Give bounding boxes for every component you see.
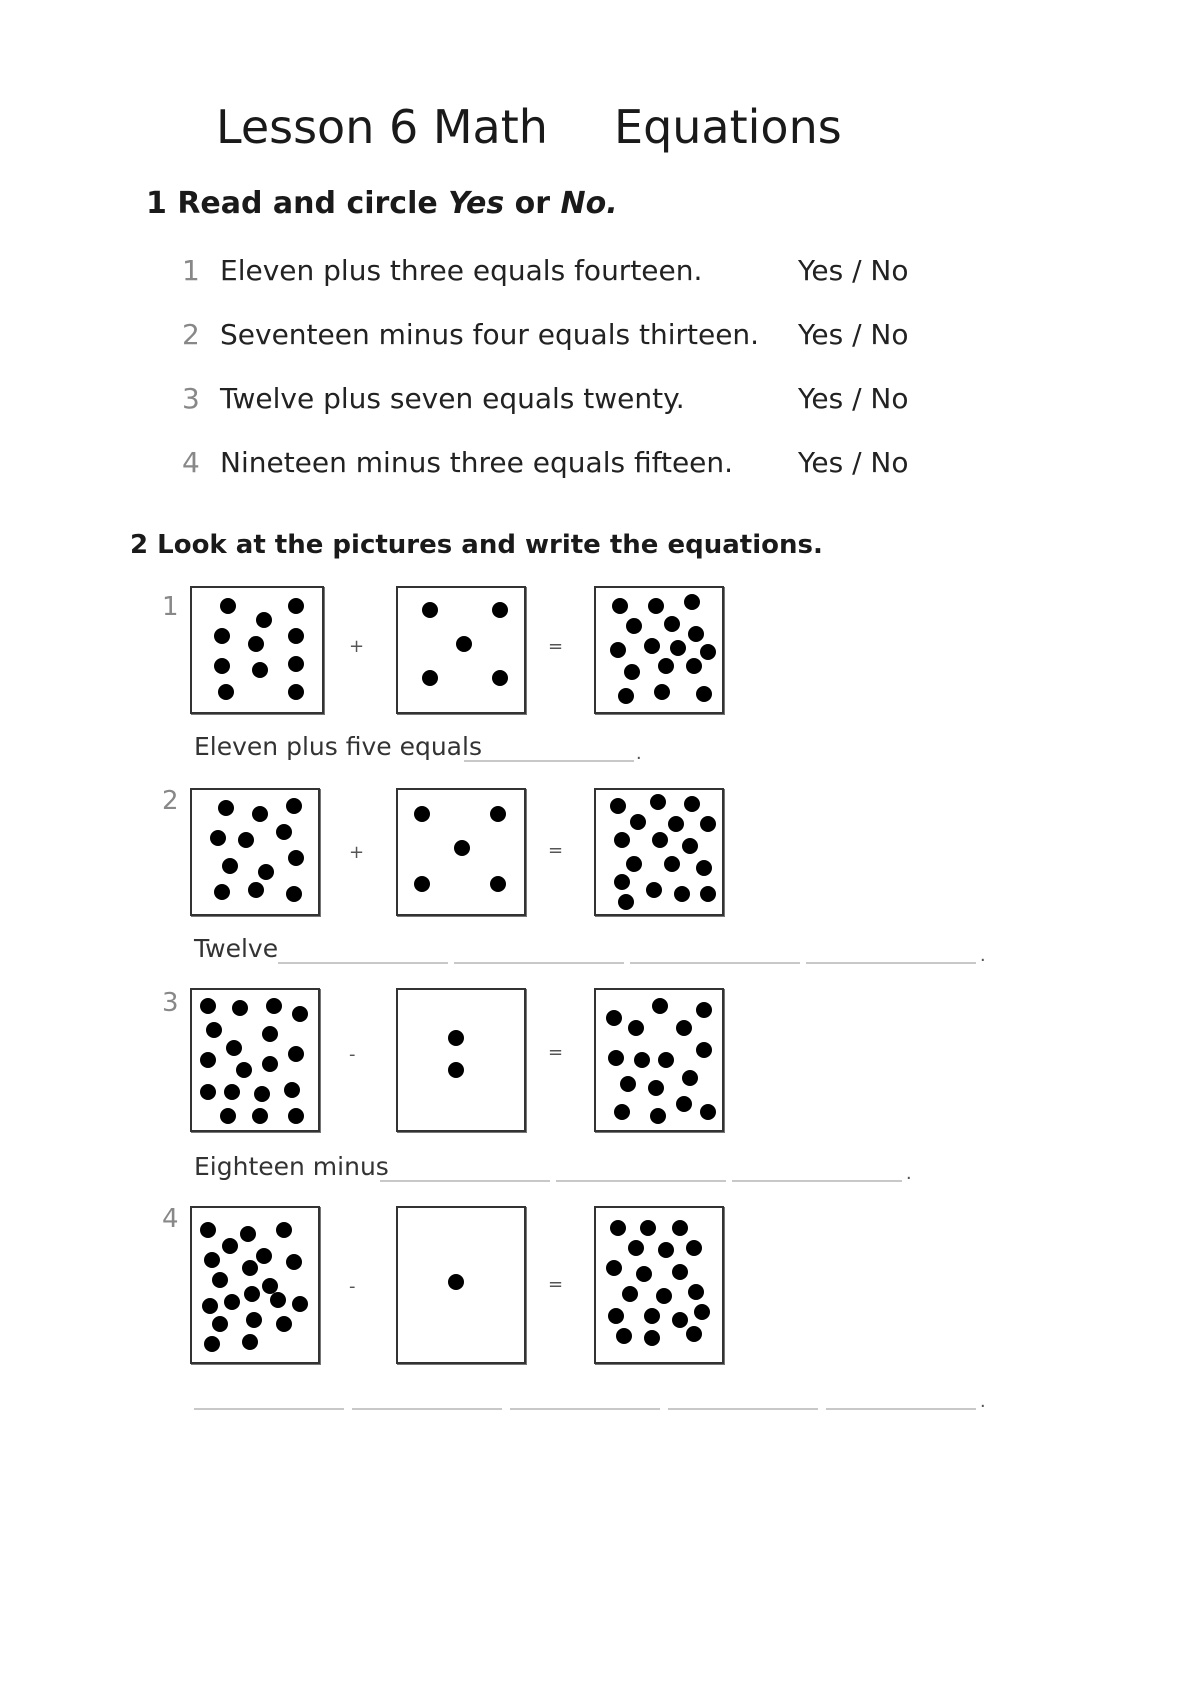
counting-dot xyxy=(286,798,302,814)
counting-dot xyxy=(634,1052,650,1068)
answer-blank[interactable] xyxy=(630,962,800,964)
counting-dot xyxy=(656,1288,672,1304)
counting-dot xyxy=(650,1108,666,1124)
question-number: 4 xyxy=(182,446,200,479)
counting-dot xyxy=(288,598,304,614)
counting-dot xyxy=(288,684,304,700)
counting-dot xyxy=(214,628,230,644)
question-number: 3 xyxy=(182,382,200,415)
counting-dot xyxy=(456,636,472,652)
answer-blank[interactable] xyxy=(464,760,634,762)
counting-dot xyxy=(628,1240,644,1256)
counting-dot xyxy=(608,1308,624,1324)
counting-dot xyxy=(636,1266,652,1282)
counting-dot xyxy=(276,824,292,840)
counting-dot xyxy=(686,1326,702,1342)
counting-dot xyxy=(200,998,216,1014)
counting-dot xyxy=(286,886,302,902)
counting-dot xyxy=(622,1286,638,1302)
counting-dot xyxy=(610,798,626,814)
dot-box-right xyxy=(396,988,526,1132)
counting-dot xyxy=(236,1062,252,1078)
period: . xyxy=(980,944,986,966)
counting-dot xyxy=(618,688,634,704)
equation-prompt: Eighteen minus xyxy=(194,1152,389,1181)
counting-dot xyxy=(222,1238,238,1254)
dot-box-right xyxy=(396,1206,526,1364)
section1-heading-yes: Yes xyxy=(448,186,505,221)
counting-dot xyxy=(664,856,680,872)
period: . xyxy=(980,1390,986,1412)
counting-dot xyxy=(422,602,438,618)
counting-dot xyxy=(640,1220,656,1236)
counting-dot xyxy=(240,1226,256,1242)
counting-dot xyxy=(624,664,640,680)
period: . xyxy=(636,742,642,764)
dot-box-right xyxy=(396,586,526,714)
counting-dot xyxy=(220,598,236,614)
counting-dot xyxy=(222,858,238,874)
counting-dot xyxy=(204,1336,220,1352)
counting-dot xyxy=(200,1052,216,1068)
counting-dot xyxy=(214,884,230,900)
counting-dot xyxy=(630,814,646,830)
counting-dot xyxy=(650,794,666,810)
equals-sign: = xyxy=(548,840,564,861)
dot-box-left xyxy=(190,788,320,916)
counting-dot xyxy=(658,1052,674,1068)
counting-dot xyxy=(686,658,702,674)
equation-prompt: Twelve xyxy=(194,934,279,963)
dot-box-result xyxy=(594,586,724,714)
counting-dot xyxy=(246,1312,262,1328)
counting-dot xyxy=(696,860,712,876)
counting-dot xyxy=(676,1020,692,1036)
counting-dot xyxy=(626,618,642,634)
counting-dot xyxy=(606,1260,622,1276)
counting-dot xyxy=(242,1334,258,1350)
question-row xyxy=(182,254,942,294)
counting-dot xyxy=(448,1062,464,1078)
counting-dot xyxy=(220,1108,236,1124)
counting-dot xyxy=(700,816,716,832)
counting-dot xyxy=(700,886,716,902)
counting-dot xyxy=(684,594,700,610)
counting-dot xyxy=(256,1248,272,1264)
counting-dot xyxy=(492,670,508,686)
section1-heading-text: 1 Read and circle xyxy=(146,186,449,221)
answer-blank[interactable] xyxy=(380,1180,550,1182)
counting-dot xyxy=(682,1070,698,1086)
counting-dot xyxy=(292,1296,308,1312)
counting-dot xyxy=(254,1086,270,1102)
counting-dot xyxy=(414,876,430,892)
counting-dot xyxy=(676,1096,692,1112)
question-text: Nineteen minus three equals fifteen. xyxy=(220,446,734,479)
counting-dot xyxy=(492,602,508,618)
counting-dot xyxy=(244,1286,260,1302)
counting-dot xyxy=(618,894,634,910)
counting-dot xyxy=(674,886,690,902)
yes-no-choice[interactable]: Yes / No xyxy=(798,446,909,479)
yes-no-choice[interactable]: Yes / No xyxy=(798,318,909,351)
counting-dot xyxy=(490,876,506,892)
dot-box-left xyxy=(190,1206,320,1364)
counting-dot xyxy=(612,598,628,614)
counting-dot xyxy=(422,670,438,686)
counting-dot xyxy=(248,882,264,898)
counting-dot xyxy=(696,1002,712,1018)
counting-dot xyxy=(682,838,698,854)
counting-dot xyxy=(252,806,268,822)
counting-dot xyxy=(614,832,630,848)
counting-dot xyxy=(648,1080,664,1096)
counting-dot xyxy=(654,684,670,700)
exercise-number: 2 xyxy=(162,786,179,816)
counting-dot xyxy=(616,1328,632,1344)
answer-blank[interactable] xyxy=(826,1408,976,1410)
counting-dot xyxy=(672,1312,688,1328)
counting-dot xyxy=(252,1108,268,1124)
answer-blank[interactable] xyxy=(668,1408,818,1410)
counting-dot xyxy=(644,1330,660,1346)
counting-dot xyxy=(256,612,272,628)
counting-dot xyxy=(248,636,264,652)
counting-dot xyxy=(670,640,686,656)
equals-sign: = xyxy=(548,1274,564,1295)
equals-sign: = xyxy=(548,1042,564,1063)
counting-dot xyxy=(688,626,704,642)
answer-blank[interactable] xyxy=(510,1408,660,1410)
answer-blank[interactable] xyxy=(352,1408,502,1410)
counting-dot xyxy=(232,1000,248,1016)
counting-dot xyxy=(694,1304,710,1320)
dot-box-right xyxy=(396,788,526,916)
question-number: 1 xyxy=(182,254,200,287)
answer-blank[interactable] xyxy=(278,962,448,964)
counting-dot xyxy=(284,1082,300,1098)
question-text: Seventeen minus four equals thirteen. xyxy=(220,318,760,351)
counting-dot xyxy=(288,628,304,644)
counting-dot xyxy=(214,658,230,674)
question-row xyxy=(182,318,942,358)
counting-dot xyxy=(448,1274,464,1290)
counting-dot xyxy=(628,1020,644,1036)
counting-dot xyxy=(218,800,234,816)
counting-dot xyxy=(490,806,506,822)
question-text: Eleven plus three equals fourteen. xyxy=(220,254,703,287)
section1-heading xyxy=(146,186,618,221)
counting-dot xyxy=(224,1294,240,1310)
counting-dot xyxy=(448,1030,464,1046)
counting-dot xyxy=(288,850,304,866)
counting-dot xyxy=(668,816,684,832)
counting-dot xyxy=(664,616,680,632)
equals-sign: = xyxy=(548,636,564,657)
counting-dot xyxy=(606,1010,622,1026)
counting-dot xyxy=(626,856,642,872)
plus-sign: + xyxy=(349,636,365,657)
title-lesson: Lesson 6 Math xyxy=(216,100,548,154)
answer-blank[interactable] xyxy=(732,1180,902,1182)
counting-dot xyxy=(266,998,282,1014)
counting-dot xyxy=(414,806,430,822)
plus-sign: + xyxy=(349,842,365,863)
answer-blank[interactable] xyxy=(806,962,976,964)
counting-dot xyxy=(206,1022,222,1038)
counting-dot xyxy=(242,1260,258,1276)
counting-dot xyxy=(620,1076,636,1092)
counting-dot xyxy=(610,642,626,658)
counting-dot xyxy=(224,1084,240,1100)
yes-no-choice[interactable]: Yes / No xyxy=(798,382,909,415)
counting-dot xyxy=(644,638,660,654)
exercise-number: 4 xyxy=(162,1204,179,1234)
counting-dot xyxy=(672,1264,688,1280)
counting-dot xyxy=(672,1220,688,1236)
dot-box-result xyxy=(594,788,724,916)
counting-dot xyxy=(658,658,674,674)
counting-dot xyxy=(276,1316,292,1332)
counting-dot xyxy=(688,1284,704,1300)
exercise-number: 3 xyxy=(162,988,179,1018)
title-topic: Equations xyxy=(614,100,842,154)
counting-dot xyxy=(258,864,274,880)
counting-dot xyxy=(610,1220,626,1236)
counting-dot xyxy=(288,1108,304,1124)
counting-dot xyxy=(262,1026,278,1042)
counting-dot xyxy=(696,1042,712,1058)
answer-blank[interactable] xyxy=(454,962,624,964)
equation-prompt: Eleven plus five equals xyxy=(194,732,482,761)
yes-no-choice[interactable]: Yes / No xyxy=(798,254,909,287)
section1-heading-no: No. xyxy=(560,186,618,221)
question-number: 2 xyxy=(182,318,200,351)
counting-dot xyxy=(648,598,664,614)
counting-dot xyxy=(288,1046,304,1062)
counting-dot xyxy=(200,1222,216,1238)
question-row xyxy=(182,446,942,486)
counting-dot xyxy=(204,1252,220,1268)
counting-dot xyxy=(696,686,712,702)
counting-dot xyxy=(210,830,226,846)
minus-sign: - xyxy=(349,1044,356,1065)
counting-dot xyxy=(652,832,668,848)
counting-dot xyxy=(276,1222,292,1238)
counting-dot xyxy=(226,1040,242,1056)
counting-dot xyxy=(644,1308,660,1324)
counting-dot xyxy=(202,1298,218,1314)
counting-dot xyxy=(292,1006,308,1022)
counting-dot xyxy=(200,1084,216,1100)
counting-dot xyxy=(614,874,630,890)
counting-dot xyxy=(454,840,470,856)
question-row xyxy=(182,382,942,422)
counting-dot xyxy=(658,1242,674,1258)
period: . xyxy=(906,1162,912,1184)
answer-blank[interactable] xyxy=(556,1180,726,1182)
counting-dot xyxy=(262,1056,278,1072)
section2-heading: 2 Look at the pictures and write the equations. xyxy=(130,530,823,560)
counting-dot xyxy=(212,1272,228,1288)
counting-dot xyxy=(212,1316,228,1332)
section1-heading-or: or xyxy=(504,186,561,221)
dot-box-result xyxy=(594,988,724,1132)
counting-dot xyxy=(686,1240,702,1256)
counting-dot xyxy=(700,644,716,660)
dot-box-left xyxy=(190,586,324,714)
counting-dot xyxy=(614,1104,630,1120)
answer-blank[interactable] xyxy=(194,1408,344,1410)
counting-dot xyxy=(270,1292,286,1308)
question-text: Twelve plus seven equals twenty. xyxy=(220,382,685,415)
counting-dot xyxy=(288,656,304,672)
counting-dot xyxy=(652,998,668,1014)
counting-dot xyxy=(252,662,268,678)
exercise-number: 1 xyxy=(162,592,179,622)
minus-sign: - xyxy=(349,1276,356,1297)
counting-dot xyxy=(700,1104,716,1120)
counting-dot xyxy=(286,1254,302,1270)
counting-dot xyxy=(646,882,662,898)
dot-box-left xyxy=(190,988,320,1132)
counting-dot xyxy=(238,832,254,848)
dot-box-result xyxy=(594,1206,724,1364)
counting-dot xyxy=(218,684,234,700)
counting-dot xyxy=(608,1050,624,1066)
counting-dot xyxy=(684,796,700,812)
